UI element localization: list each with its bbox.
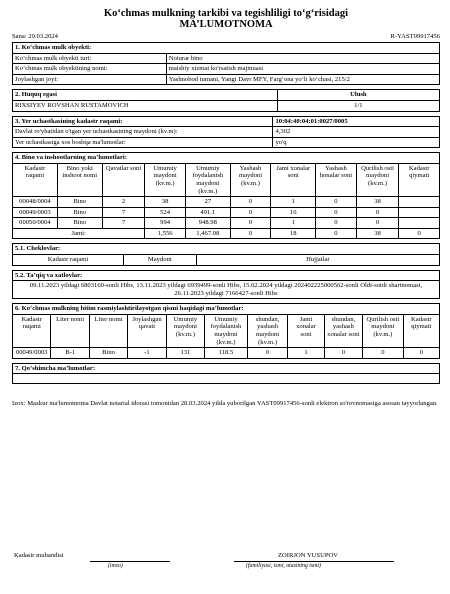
- section-5-2-table: [12, 270, 440, 300]
- table-row: [13, 348, 440, 359]
- total-cell: 0: [316, 228, 357, 239]
- table-cell: 00049/0003: [13, 348, 51, 359]
- table-row: [13, 137, 440, 148]
- signature-block: [12, 552, 440, 582]
- table-cell: 00048/0004: [13, 197, 58, 208]
- table-cell: 0: [316, 197, 357, 208]
- table-row: [13, 74, 440, 85]
- table-row: [13, 207, 440, 218]
- note-text: Izox: Mazkur ma'lumotnoma Davlat notarial idorasi tomonidan 28.03.2024 yilda yuborilgan YAST09917456-sonli elektron so'rovnomasiga asosan tayyorlangan.: [12, 400, 438, 408]
- table-cell: 1: [288, 348, 324, 359]
- table-cell: 0: [403, 348, 439, 359]
- table-row: [13, 127, 440, 138]
- column-header: Kadastr raqami: [13, 255, 124, 266]
- table-cell: 491.1: [185, 207, 230, 218]
- table-row: [13, 64, 440, 75]
- column-header: shundan, yashash xonalar soni: [324, 314, 362, 347]
- name-caption: (familiyasi, ismi, otasining ismi): [246, 563, 321, 569]
- engineer-label: Kadastr muhandisi: [14, 552, 64, 559]
- cadastre-number: 10:04:40:04:01:0027/0005: [273, 116, 440, 127]
- total-cell: 38: [356, 228, 399, 239]
- table-cell: 0: [356, 207, 399, 218]
- field-label: Davlat ro'yhatidan o'tgan yer uchastkasining maydoni (kv.m):: [13, 127, 273, 138]
- total-cell: 1,467.08: [185, 228, 230, 239]
- additional-info-cell: [13, 374, 440, 384]
- column-header: Bino yoki inshoot nomi: [57, 163, 102, 196]
- column-header: Jami xonalar soni: [288, 314, 324, 347]
- table-cell: 0: [316, 218, 357, 229]
- field-value: Noturar bino: [166, 53, 439, 64]
- table-cell: 38: [356, 197, 399, 208]
- share-header: Ulush: [277, 90, 439, 101]
- name-line: [234, 561, 394, 562]
- table-cell: 0: [363, 348, 404, 359]
- table-row: [13, 197, 440, 208]
- engineer-name: ZOIRJON YUSUPOV: [278, 552, 339, 559]
- section-4-title: 4. Bino va inshootlarning ma’lumotlari:: [13, 153, 440, 164]
- table-cell: Bino: [57, 197, 102, 208]
- total-cell: 18: [271, 228, 316, 239]
- field-label: Joylashgan joyi:: [13, 74, 167, 85]
- owner-share: 1/1: [277, 100, 439, 111]
- field-label: Ko‘chmas mulk obyektining nomi:: [13, 64, 167, 75]
- table-cell: [399, 218, 440, 229]
- column-header: Liter nomi: [51, 314, 89, 347]
- section-7-table: [12, 363, 440, 385]
- column-header: Kadastr raqami: [13, 163, 58, 196]
- column-header: Liter nomi: [89, 314, 127, 347]
- table-row: [13, 53, 440, 64]
- column-header: Jami xonalar soni: [271, 163, 316, 196]
- table-cell: 2: [102, 197, 145, 208]
- doc-date: Sana: 29.03.2024: [12, 33, 58, 41]
- table-cell: 16: [271, 207, 316, 218]
- table-cell: 0: [356, 218, 399, 229]
- table-cell: 1: [271, 197, 316, 208]
- table-header-row: [13, 255, 440, 266]
- field-value: 4,302: [273, 127, 440, 138]
- column-header: Umumiy maydoni (kv.m.): [145, 163, 186, 196]
- table-cell: -1: [128, 348, 166, 359]
- table-total-row: [13, 228, 440, 239]
- column-header: Qavatlar soni: [102, 163, 145, 196]
- column-header: Qurilish osti maydoni (kv.m.): [363, 314, 404, 347]
- section-4-table: [12, 152, 440, 239]
- section-7-title: 7. Qo‘shimcha ma’lumotlar:: [13, 363, 440, 374]
- column-header: Yashash maydoni (kv.m.): [230, 163, 271, 196]
- section-1-title: 1. Ko‘chmas mulk obyekti:: [13, 43, 440, 54]
- table-cell: 0: [247, 348, 288, 359]
- column-header: Qurilish osti maydoni (kv.m.): [356, 163, 399, 196]
- field-value: Yashnobod tumani, Yangi Davr MFY, Farg‘ona yo‘li ko‘chasi, 215/2: [166, 74, 439, 85]
- table-cell: 27: [185, 197, 230, 208]
- table-header-row: [13, 163, 440, 196]
- field-label: Ko‘chmas mulk obyekti turi:: [13, 53, 167, 64]
- column-header: Umumiy foydalanish maydoni (kv.m.): [205, 314, 248, 347]
- table-cell: 118.5: [205, 348, 248, 359]
- column-header: Kadastr qiymati: [399, 163, 440, 196]
- table-cell: 7: [102, 218, 145, 229]
- total-cell: 0: [399, 228, 440, 239]
- column-header: Kadastr qiymati: [403, 314, 439, 347]
- section-6-table: [12, 303, 440, 358]
- column-header: shundan, yashash maydoni (kv.m.): [247, 314, 288, 347]
- column-header: Umumiy maydoni (kv.m.): [166, 314, 204, 347]
- restrictions-text: 09.11.2023 yildagi 6803160-sonli Hibs, 13.11.2023 yildagi 6939499-sonli Hibs, 15.02.2024 yildagi 202402225000562-sonli Oldi-sotdi shartnomasi, 26.11.2023 yildagi 7166427-sonli Hibs: [13, 281, 440, 299]
- section-5-1-title: 5.1. Cheklovlar:: [13, 244, 440, 255]
- table-cell: 00050/0004: [13, 218, 58, 229]
- signature-line: [90, 561, 170, 562]
- section-3-table: [12, 116, 440, 149]
- section-5-1-table: [12, 243, 440, 265]
- doc-title-line2: MA’LUMOTNOMA: [179, 19, 273, 31]
- table-cell: 0: [230, 197, 271, 208]
- total-label: Jami:: [13, 228, 145, 239]
- section-3-title: 3. Yer uchastkasining kadastr raqami:: [13, 116, 273, 127]
- field-value: yo'q: [273, 137, 440, 148]
- field-value: maishiy xizmat ko'rsatish majmuasi: [166, 64, 439, 75]
- table-cell: 0: [324, 348, 362, 359]
- section-1-table: [12, 42, 440, 85]
- table-cell: Bino: [57, 218, 102, 229]
- doc-title-line1: Ko‘chmas mulkning tarkibi va tegishliligi to‘g‘risidagi: [103, 8, 349, 19]
- table-cell: 0: [230, 218, 271, 229]
- table-cell: 00049/0003: [13, 207, 58, 218]
- table-row: [13, 218, 440, 229]
- column-header: Hujjatlar: [196, 255, 439, 266]
- table-cell: 7: [102, 207, 145, 218]
- table-row: [13, 100, 440, 111]
- owner-name: RIXSIYEV ROVSHAN RUSTAMOVICH: [13, 100, 278, 111]
- section-2-title: 2. Huquq egasi: [13, 90, 278, 101]
- column-header: Joylashgan qavati: [128, 314, 166, 347]
- document-page: [12, 8, 440, 409]
- table-cell: [399, 197, 440, 208]
- table-cell: 0: [230, 207, 271, 218]
- table-cell: 994: [145, 218, 186, 229]
- column-header: Umumiy foydalanish maydoni (kv.m.): [185, 163, 230, 196]
- table-cell: 524: [145, 207, 186, 218]
- table-cell: 38: [145, 197, 186, 208]
- doc-id: R-YAST09917456: [390, 33, 440, 41]
- column-header: Kadastr raqami: [13, 314, 51, 347]
- table-cell: 948.98: [185, 218, 230, 229]
- table-cell: 1: [271, 218, 316, 229]
- column-header: Yashash honalar soni: [316, 163, 357, 196]
- table-header-row: [13, 314, 440, 347]
- total-cell: 0: [230, 228, 271, 239]
- table-cell: Bino: [89, 348, 127, 359]
- column-header: Maydoni: [124, 255, 197, 266]
- signature-caption: (imzo): [108, 563, 123, 569]
- section-5-2-title: 5.2. Ta’qiq va xatlovlar:: [13, 270, 440, 281]
- section-6-title: 6. Ko‘chmas mulkning bitim rasmiylashtirilayotgan qismi haqidagi ma’lumotlar:: [13, 304, 440, 315]
- table-cell: 0: [316, 207, 357, 218]
- table-cell: Bino: [57, 207, 102, 218]
- section-2-table: [12, 89, 440, 111]
- table-cell: B-1: [51, 348, 89, 359]
- field-label: Yer uchastkasiga xos bosbqa ma'lumotlar:: [13, 137, 273, 148]
- total-cell: 1,556: [145, 228, 186, 239]
- table-cell: [399, 207, 440, 218]
- table-cell: 131: [166, 348, 204, 359]
